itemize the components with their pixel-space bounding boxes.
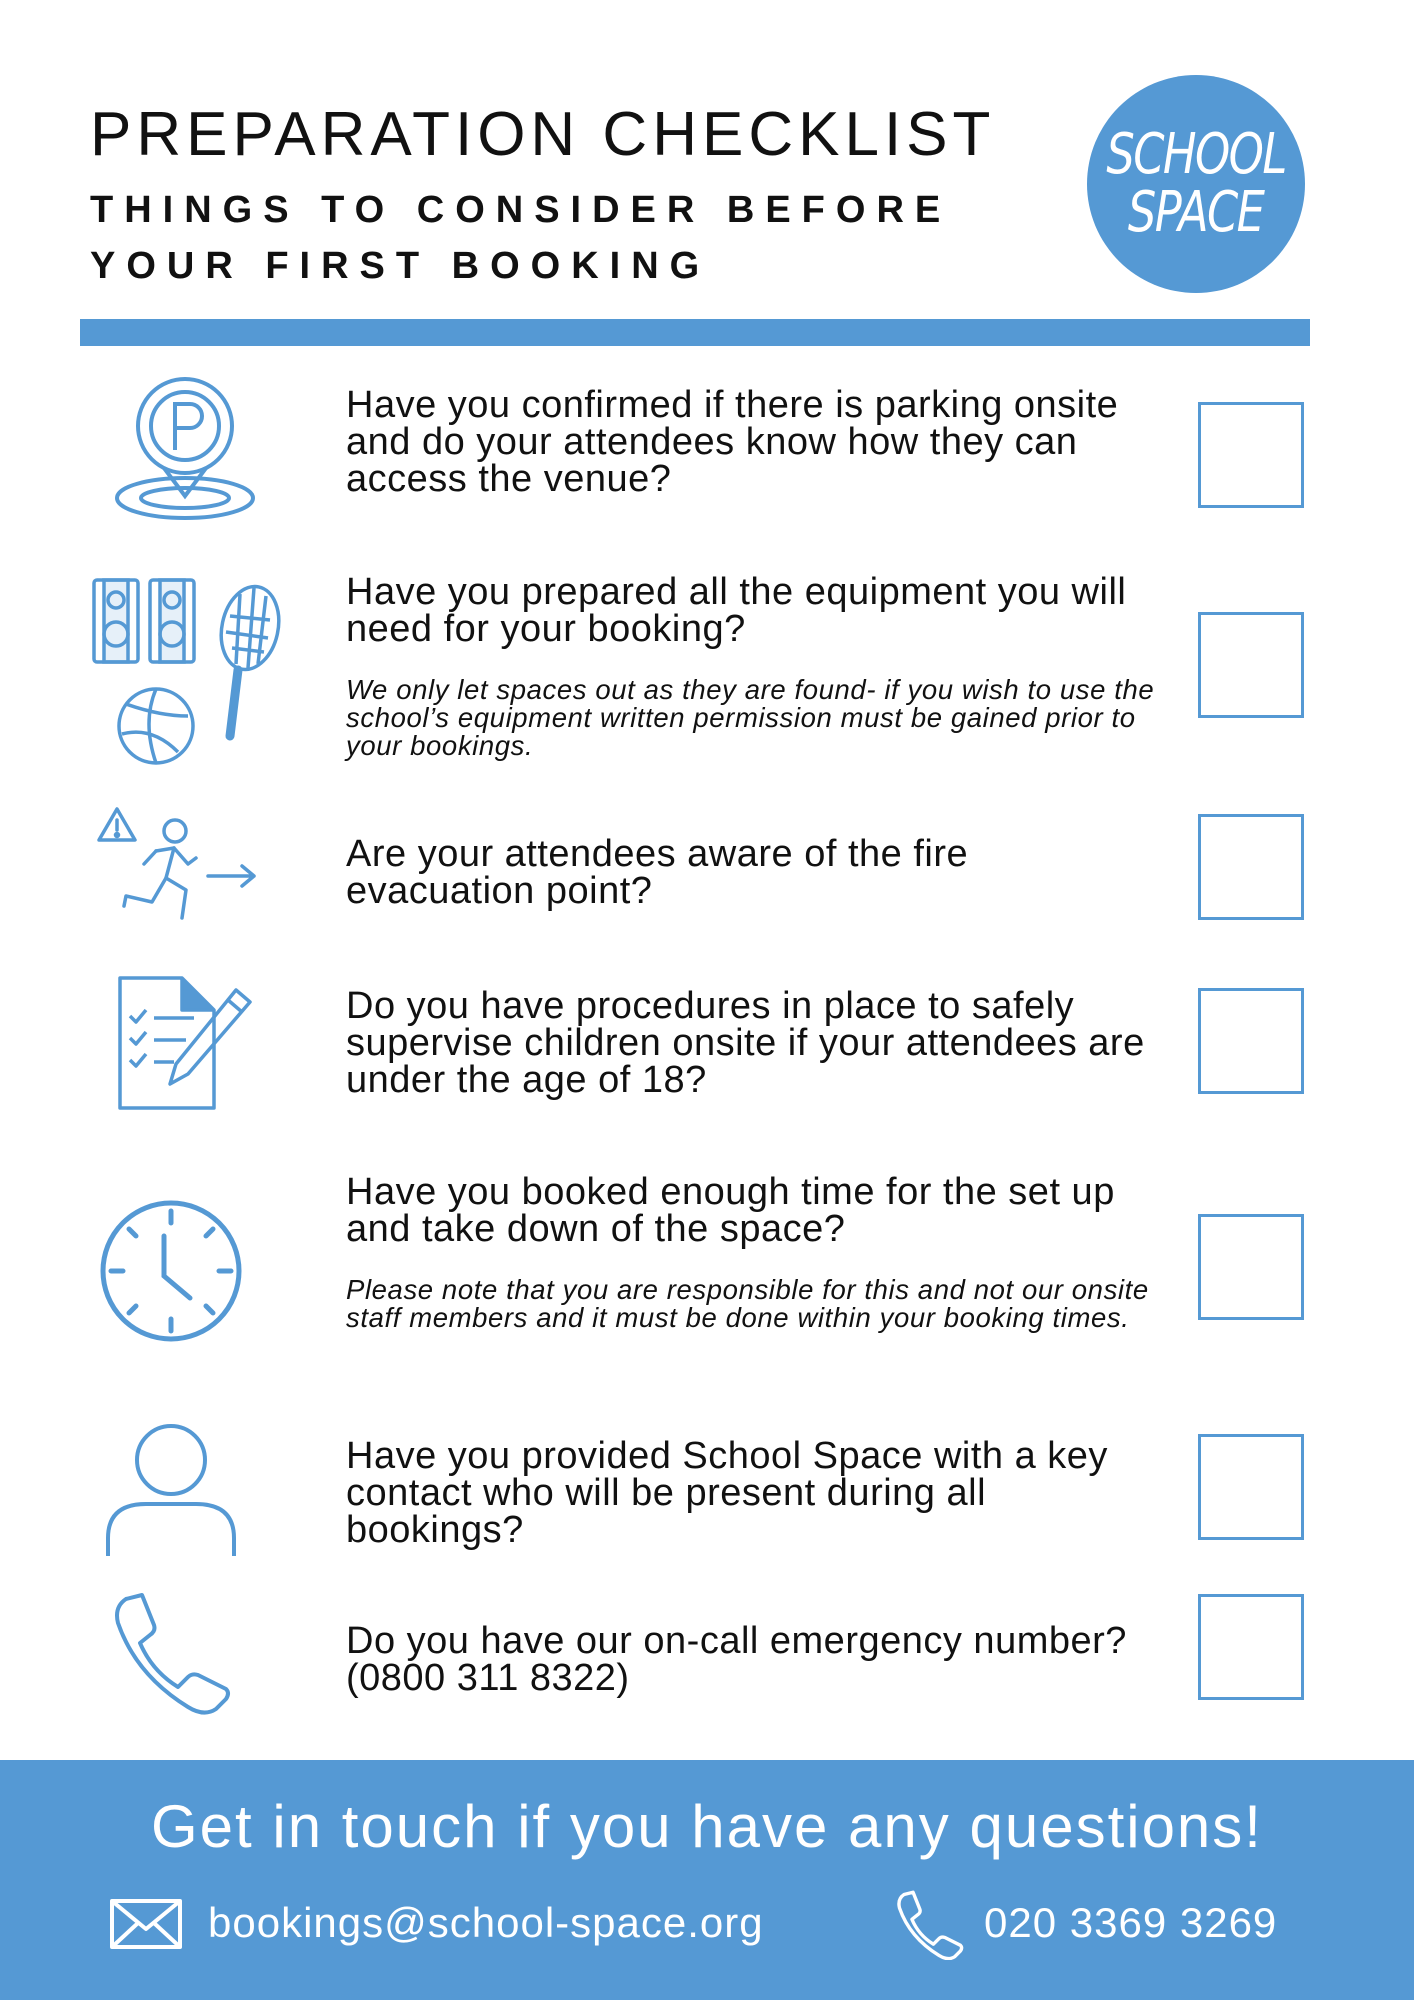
question-text: Are your attendees aware of the fire evacuation point? — [346, 833, 969, 912]
question-text: Have you prepared all the equipment you will need for your booking? — [346, 571, 1127, 650]
checklist-question — [346, 1171, 1166, 1333]
contact-footer — [0, 1760, 1414, 2000]
checklist-item-key-contact — [0, 1420, 1414, 1560]
phone-icon — [112, 1591, 232, 1715]
checklist-question — [346, 985, 1166, 1101]
checkbox[interactable] — [1198, 402, 1304, 508]
checklist-question — [346, 384, 1166, 500]
checkbox[interactable] — [1198, 988, 1304, 1094]
checklist-item-supervision — [0, 970, 1414, 1120]
checkbox[interactable] — [1198, 814, 1304, 920]
clock-icon — [98, 1198, 244, 1344]
phone-icon — [896, 1890, 964, 1960]
checklist-question — [346, 833, 1166, 912]
page-subtitle — [90, 182, 1050, 294]
checklist-item-time — [0, 1170, 1414, 1370]
checklist-item-equipment — [0, 570, 1414, 770]
question-note: Please note that you are responsible for this and not our onsite staff members and it must be done within your booking times. — [346, 1274, 1149, 1333]
logo-line-2: SPACE — [1128, 180, 1264, 245]
checklist-question — [346, 571, 1166, 761]
checkbox[interactable] — [1198, 1594, 1304, 1700]
question-note: We only let spaces out as they are found- if you wish to use the school’s equipment written permission must be gained prior to your bookings. — [346, 674, 1155, 761]
phone-link[interactable]: 020 3369 3269 — [984, 1899, 1278, 1946]
parking-location-icon — [112, 376, 258, 524]
checklist-item-fire-evacuation — [0, 800, 1414, 940]
logo-line-1: SCHOOL — [1106, 122, 1286, 187]
question-text: Have you confirmed if there is parking onsite and do your attendees know how they can access the venue? — [346, 384, 1119, 500]
checkbox[interactable] — [1198, 1214, 1304, 1320]
footer-heading: Get in touch if you have any questions! — [151, 1793, 1263, 1860]
question-text: Have you provided School Space with a key contact who will be present during all bookings? — [346, 1435, 1108, 1551]
envelope-icon — [110, 1899, 182, 1949]
page-header — [90, 100, 1050, 294]
checklist-question — [346, 1435, 1166, 1551]
document-pen-icon — [116, 974, 256, 1112]
contact-email[interactable] — [208, 1898, 764, 1948]
subtitle-line-2: YOUR FIRST BOOKING — [90, 245, 711, 287]
email-link[interactable]: bookings@school-space.org — [208, 1899, 764, 1946]
page-title: PREPARATION CHECKLIST — [90, 100, 996, 169]
person-icon — [106, 1424, 236, 1556]
subtitle-line-1: THINGS TO CONSIDER BEFORE — [90, 189, 952, 231]
checklist-item-emergency-number — [0, 1585, 1414, 1715]
checklist-item-parking — [0, 370, 1414, 540]
checklist-question — [346, 1620, 1166, 1699]
question-text: Do you have our on-call emergency number? (0800 311 8322) — [346, 1620, 1127, 1699]
checkbox[interactable] — [1198, 612, 1304, 718]
question-text: Have you booked enough time for the set up and take down of the space? — [346, 1171, 1115, 1250]
header-divider — [80, 319, 1310, 346]
question-text: Do you have procedures in place to safely supervise children onsite if your attendees are under the age of 18? — [346, 985, 1145, 1101]
contact-phone[interactable] — [984, 1898, 1277, 1948]
school-space-logo — [1087, 75, 1305, 293]
fire-evacuation-icon — [96, 806, 260, 932]
checkbox[interactable] — [1198, 1434, 1304, 1540]
equipment-icon — [90, 576, 286, 766]
